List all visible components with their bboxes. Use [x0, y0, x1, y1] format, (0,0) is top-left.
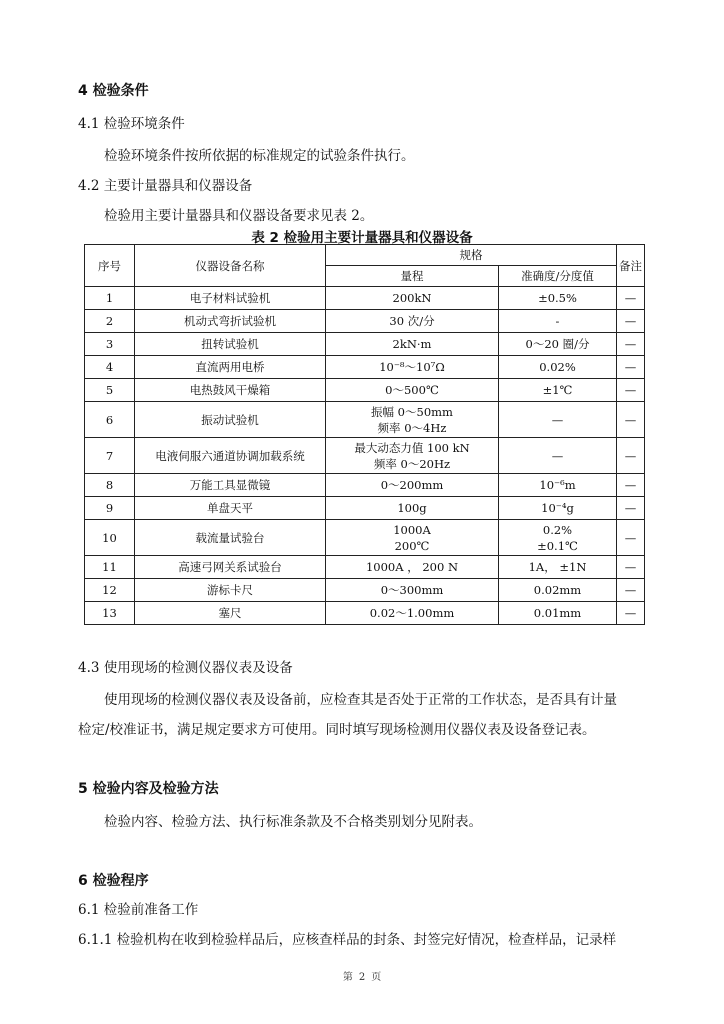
cell-range-line: 振幅 0～50mm [371, 404, 453, 419]
cell-range [326, 520, 499, 556]
cell-accuracy-line: 0.2% [542, 522, 573, 537]
table-caption: 表 2 检验用主要计量器具和仪器设备 [251, 230, 473, 246]
footer-suffix: 页 [371, 972, 382, 983]
cell-range-line: 1000A [393, 522, 431, 537]
cell-range [326, 333, 499, 356]
cell-range [326, 402, 499, 438]
cell-range-line: 0～500℃ [385, 383, 439, 397]
cell-accuracy-line: ±0.1℃ [537, 538, 578, 553]
cell-name: 万能工具显微镜 [135, 474, 326, 497]
page-footer [0, 968, 724, 983]
cell-no: 1 [85, 287, 135, 310]
cell-remark: — [617, 356, 645, 379]
cell-range-line: 0～200mm [380, 478, 444, 492]
section-4-3-text-line2: 检定/校准证书，满足规定要求方可使用。同时填写现场检测用仪器仪表及设备登记表。 [78, 722, 596, 738]
header-no: 序号 [85, 245, 135, 287]
table-row [85, 379, 645, 402]
cell-remark: — [617, 379, 645, 402]
cell-name: 振动试验机 [135, 402, 326, 438]
cell-range-line: 0～300mm [380, 583, 444, 597]
cell-name: 单盘天平 [135, 497, 326, 520]
cell-range [326, 438, 499, 474]
cell-remark: — [617, 602, 645, 625]
cell-name: 塞尺 [135, 602, 326, 625]
cell-range-line: 100g [397, 501, 427, 515]
cell-range [326, 556, 499, 579]
cell-name: 直流两用电桥 [135, 356, 326, 379]
cell-no: 11 [85, 556, 135, 579]
cell-range [326, 310, 499, 333]
cell-remark: — [617, 287, 645, 310]
cell-accuracy-line: — [551, 448, 564, 463]
table-row [85, 497, 645, 520]
cell-remark: — [617, 310, 645, 333]
section-4-3-heading: 4.3 使用现场的检测仪器仪表及设备 [78, 660, 293, 676]
cell-accuracy-line: 1A， ±1N [528, 560, 587, 574]
cell-accuracy [499, 310, 617, 333]
cell-range-line: 频率 0～4Hz [377, 420, 447, 435]
cell-range-line: 200kN [392, 291, 432, 305]
header-name: 仪器设备名称 [135, 245, 326, 287]
cell-accuracy-line: ±1℃ [542, 383, 573, 397]
cell-accuracy [499, 333, 617, 356]
cell-no: 10 [85, 520, 135, 556]
cell-accuracy [499, 520, 617, 556]
cell-accuracy-line: 0～20 圈/分 [525, 337, 590, 351]
cell-no: 7 [85, 438, 135, 474]
footer-page-number: 2 [358, 972, 366, 983]
cell-accuracy [499, 287, 617, 310]
table-row [85, 287, 645, 310]
header-accuracy: 准确度/分度值 [499, 266, 617, 287]
cell-no: 4 [85, 356, 135, 379]
cell-accuracy [499, 438, 617, 474]
cell-accuracy-line: 10⁻⁴g [541, 501, 574, 515]
table-row [85, 556, 645, 579]
cell-range [326, 474, 499, 497]
table-row [85, 356, 645, 379]
cell-range [326, 287, 499, 310]
table-row [85, 402, 645, 438]
table-row [85, 310, 645, 333]
cell-remark: — [617, 438, 645, 474]
cell-no: 5 [85, 379, 135, 402]
cell-name: 载流量试验台 [135, 520, 326, 556]
equipment-table [84, 244, 645, 625]
cell-range-line: 最大动态力值 100 kN [354, 440, 470, 455]
cell-accuracy [499, 579, 617, 602]
cell-range [326, 602, 499, 625]
section-4-2-text: 检验用主要计量器具和仪器设备要求见表 2。 [104, 208, 374, 224]
cell-accuracy-line: - [555, 314, 560, 328]
header-remark: 备注 [617, 245, 645, 287]
cell-remark: — [617, 497, 645, 520]
cell-name: 电液伺服六通道协调加载系统 [135, 438, 326, 474]
cell-no: 6 [85, 402, 135, 438]
cell-range-line: 200℃ [394, 538, 430, 553]
section-5-heading: 5 检验内容及检验方法 [78, 781, 219, 797]
cell-remark: — [617, 520, 645, 556]
cell-accuracy [499, 356, 617, 379]
cell-range-line: 0.02～1.00mm [369, 606, 455, 620]
footer-prefix: 第 [342, 972, 353, 983]
cell-accuracy [499, 379, 617, 402]
section-6-1-1-text: 6.1.1 检验机构在收到检验样品后，应核查样品的封条、封签完好情况，检查样品，记录样 [78, 932, 617, 948]
cell-range [326, 579, 499, 602]
cell-accuracy-line: 10⁻⁶m [539, 478, 576, 492]
section-6-1-heading: 6.1 检验前准备工作 [78, 902, 199, 918]
cell-name: 扭转试验机 [135, 333, 326, 356]
cell-remark: — [617, 579, 645, 602]
cell-range [326, 379, 499, 402]
cell-remark: — [617, 333, 645, 356]
table-row [85, 474, 645, 497]
header-range: 量程 [326, 266, 499, 287]
cell-name: 高速弓网关系试验台 [135, 556, 326, 579]
cell-no: 12 [85, 579, 135, 602]
cell-no: 2 [85, 310, 135, 333]
section-4-2-heading: 4.2 主要计量器具和仪器设备 [78, 178, 253, 194]
cell-accuracy-line: 0.02% [539, 360, 576, 374]
cell-accuracy [499, 402, 617, 438]
section-4-heading: 4 检验条件 [78, 83, 149, 99]
cell-name: 游标卡尺 [135, 579, 326, 602]
cell-range-line: 1000A ， 200 N [365, 560, 459, 574]
cell-accuracy-line: ±0.5% [538, 291, 577, 305]
cell-range-line: 2kN·m [392, 337, 432, 351]
section-4-3-text-line1: 使用现场的检测仪器仪表及设备前，应检查其是否处于正常的工作状态，是否具有计量 [104, 692, 617, 708]
cell-accuracy [499, 474, 617, 497]
table-row [85, 602, 645, 625]
table-row [85, 333, 645, 356]
section-6-heading: 6 检验程序 [78, 873, 149, 889]
cell-no: 13 [85, 602, 135, 625]
section-4-1-heading: 4.1 检验环境条件 [78, 116, 185, 132]
cell-remark: — [617, 556, 645, 579]
cell-no: 8 [85, 474, 135, 497]
section-4-1-text: 检验环境条件按所依据的标准规定的试验条件执行。 [104, 148, 415, 164]
cell-range-line: 30 次/分 [389, 314, 435, 328]
cell-accuracy-line: — [551, 412, 564, 427]
cell-remark: — [617, 402, 645, 438]
header-spec: 规格 [326, 245, 617, 266]
cell-remark: — [617, 474, 645, 497]
cell-name: 电子材料试验机 [135, 287, 326, 310]
cell-range-line: 10⁻⁸～10⁷Ω [379, 360, 445, 374]
cell-accuracy-line: 0.02mm [533, 583, 582, 597]
cell-accuracy [499, 556, 617, 579]
table-row [85, 579, 645, 602]
table-row [85, 520, 645, 556]
cell-no: 9 [85, 497, 135, 520]
cell-range [326, 356, 499, 379]
cell-name: 机动式弯折试验机 [135, 310, 326, 333]
table-row [85, 438, 645, 474]
cell-name: 电热鼓风干燥箱 [135, 379, 326, 402]
cell-accuracy [499, 602, 617, 625]
cell-accuracy-line: 0.01mm [533, 606, 582, 620]
cell-range-line: 频率 0～20Hz [373, 456, 451, 471]
cell-no: 3 [85, 333, 135, 356]
cell-range [326, 497, 499, 520]
section-5-text: 检验内容、检验方法、执行标准条款及不合格类别划分见附表。 [104, 814, 482, 830]
cell-accuracy [499, 497, 617, 520]
